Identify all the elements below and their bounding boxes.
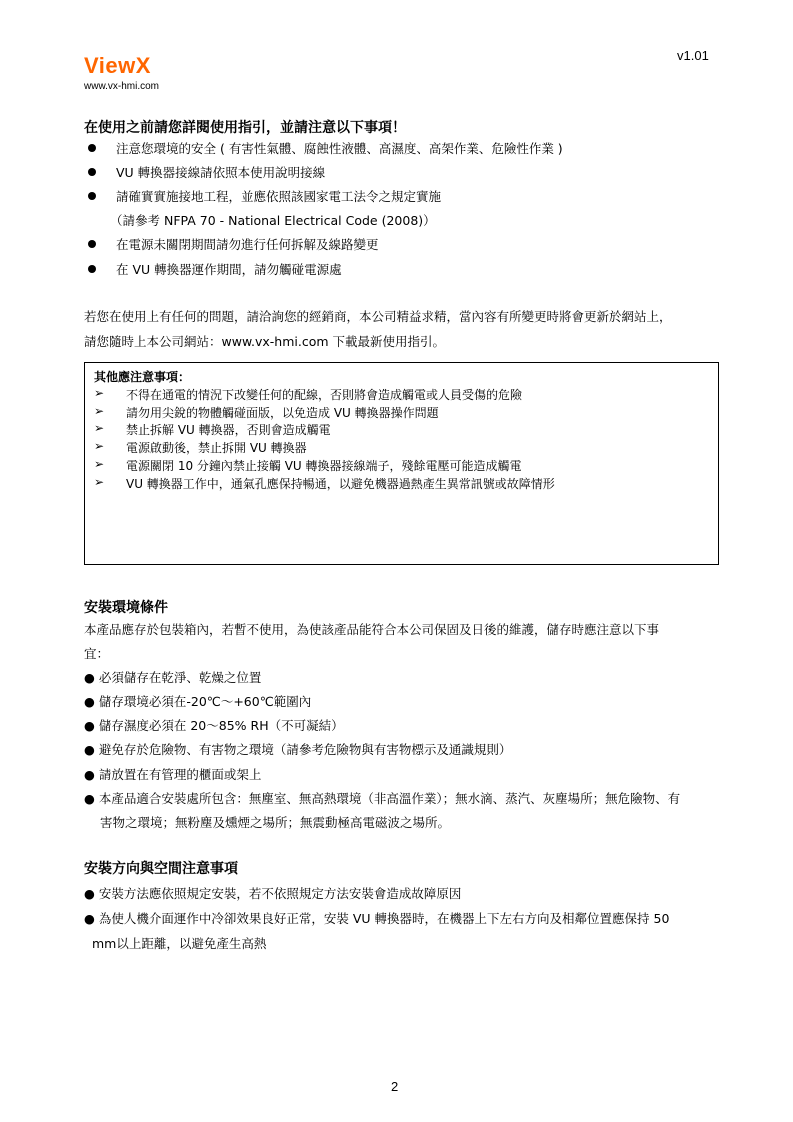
install-dir-title: 安裝方向與空間注意事項 xyxy=(84,861,238,877)
install-dir-item: ● 為使人機介面運作中冷卻效果良好正常，安裝 VU 轉換器時，在機器上下左右方向及相鄰位置應保持 50 xyxy=(84,911,670,926)
install-env-item: ● 儲存環境必須在-20℃～+60℃範圍內 xyxy=(84,694,312,709)
note-item: 禁止拆解 VU 轉換器，否則會造成觸電 xyxy=(126,423,331,437)
install-env-intro-1: 本產品應存於包裝箱內，若暫不使用，為使該產品能符合本公司保固及日後的維護，儲存時應注意以下事 xyxy=(84,622,660,637)
note-item: 電源啟動後，禁止拆開 VU 轉換器 xyxy=(126,441,307,455)
other-notes-title: 其他應注意事項： xyxy=(94,370,191,384)
install-dir-item-cont: mm以上距離，以避免產生高熱 xyxy=(92,936,267,951)
note-item: 請勿用尖銳的物體觸碰面版，以免造成 VU 轉換器操作問題 xyxy=(126,406,439,420)
contact-line-1: 若您在使用上有任何的問題，請洽詢您的經銷商，本公司精益求精，當內容有所變更時將會更新於網站上， xyxy=(84,309,672,324)
install-env-item: ● 必須儲存在乾淨、乾燥之位置 xyxy=(84,670,262,685)
viewx-logo: ViewX xyxy=(84,53,151,78)
install-env-item: ● 本產品適合安裝處所包含：無塵室、無高熱環境（非高溫作業）；無水滴、蒸汽、灰塵場所；無危險物、有 xyxy=(84,791,681,806)
safety-item-sub: （請參考 NFPA 70 - National Electrical Code (2008)） xyxy=(110,213,436,228)
note-item: VU 轉換器工作中，通氣孔應保持暢通，以避免機器過熱產生異常訊號或故障情形 xyxy=(126,477,555,491)
note-item: 電源關閉 10 分鐘內禁止接觸 VU 轉換器接線端子，殘餘電壓可能造成觸電 xyxy=(126,459,522,473)
contact-line-2: 請您隨時上本公司網站：www.vx-hmi.com 下載最新使用指引。 xyxy=(84,334,446,349)
safety-item: 在 VU 轉換器運作期間，請勿觸碰電源處 xyxy=(116,262,342,277)
safety-item: VU 轉換器接線請依照本使用說明接線 xyxy=(116,165,326,180)
install-env-item: ● 避免存於危險物、有害物之環境（請參考危險物與有害物標示及通識規則） xyxy=(84,742,512,757)
install-env-item-cont: 害物之環境；無粉塵及燻煙之場所；無震動極高電磁波之場所。 xyxy=(100,815,451,830)
arrow-icon: ➢ xyxy=(94,475,105,489)
install-env-item: ● 儲存濕度必須在 20～85% RH（不可凝結） xyxy=(84,718,344,733)
arrow-icon: ➢ xyxy=(94,439,105,453)
note-item: 不得在通電的情況下改變任何的配線，否則將會造成觸電或人員受傷的危險 xyxy=(126,388,523,402)
bullet-icon xyxy=(88,240,96,248)
install-env-title: 安裝環境條件 xyxy=(84,600,168,616)
safety-item: 注意您環境的安全 ( 有害性氣體、腐蝕性液體、高濕度、高架作業、危險性作業 ) xyxy=(116,141,563,156)
arrow-icon: ➢ xyxy=(94,404,105,418)
bullet-icon xyxy=(88,144,96,152)
bullet-icon xyxy=(88,192,96,200)
install-dir-item: ● 安裝方法應依照規定安裝，若不依照規定方法安裝會造成故障原因 xyxy=(84,886,462,901)
install-env-item: ● 請放置在有管理的櫃面或架上 xyxy=(84,767,262,782)
install-env-intro-2: 宜： xyxy=(84,646,110,661)
safety-item: 請確實實施接地工程，並應依照該國家電工法令之規定實施 xyxy=(116,189,442,204)
page-number: 2 xyxy=(391,1079,399,1094)
version-label: v1.01 xyxy=(677,48,709,63)
bullet-icon xyxy=(88,168,96,176)
arrow-icon: ➢ xyxy=(94,457,105,471)
arrow-icon: ➢ xyxy=(94,386,105,400)
bullet-icon xyxy=(88,265,96,273)
safety-title: 在使用之前請您詳閱使用指引，並請注意以下事項！ xyxy=(84,120,406,136)
arrow-icon: ➢ xyxy=(94,421,105,435)
website-text: www.vx-hmi.com xyxy=(84,81,160,92)
safety-item: 在電源未關閉期間請勿進行任何拆解及線路變更 xyxy=(116,237,379,252)
